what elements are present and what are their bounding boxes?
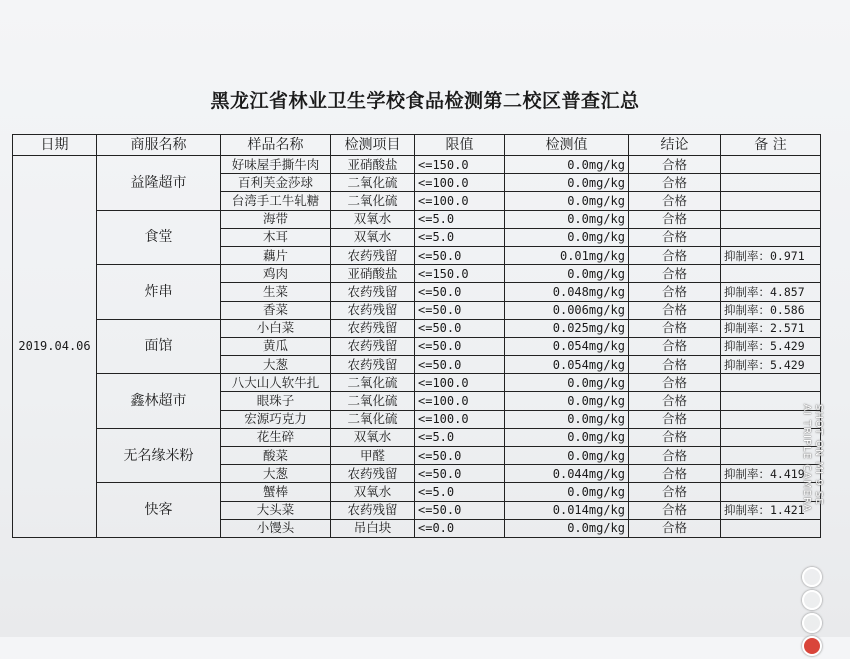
watermark-line-2: AI TRIPLE CAMERA <box>801 404 812 513</box>
limit-cell: <=5.0 <box>415 210 505 228</box>
header-result: 结论 <box>629 135 721 156</box>
test-item-cell: 二氧化硫 <box>331 174 415 192</box>
test-value-cell: 0.0mg/kg <box>505 483 629 501</box>
test-value-cell: 0.054mg/kg <box>505 337 629 355</box>
test-item-cell: 农药残留 <box>331 337 415 355</box>
note-cell: 抑制率：5.429 <box>721 337 821 355</box>
test-item-cell: 双氧水 <box>331 483 415 501</box>
test-item-cell: 吊白块 <box>331 519 415 537</box>
result-cell: 合格 <box>629 228 721 246</box>
test-value-cell: 0.0mg/kg <box>505 174 629 192</box>
limit-cell: <=100.0 <box>415 374 505 392</box>
note-cell <box>721 228 821 246</box>
test-value-cell: 0.0mg/kg <box>505 410 629 428</box>
note-cell <box>721 265 821 283</box>
note-cell <box>721 210 821 228</box>
result-cell: 合格 <box>629 283 721 301</box>
limit-cell: <=50.0 <box>415 447 505 465</box>
camera-dot-icon <box>802 567 822 587</box>
result-cell: 合格 <box>629 483 721 501</box>
header-sample: 样品名称 <box>221 135 331 156</box>
test-value-cell: 0.0mg/kg <box>505 228 629 246</box>
test-value-cell: 0.048mg/kg <box>505 283 629 301</box>
result-cell: 合格 <box>629 356 721 374</box>
limit-cell: <=50.0 <box>415 283 505 301</box>
camera-watermark <box>786 404 846 624</box>
note-cell: 抑制率：2.571 <box>721 319 821 337</box>
note-cell: 抑制率：0.971 <box>721 246 821 264</box>
test-item-cell: 双氧水 <box>331 228 415 246</box>
limit-cell: <=5.0 <box>415 428 505 446</box>
result-cell: 合格 <box>629 156 721 174</box>
sample-name-cell: 宏源巧克力 <box>221 410 331 428</box>
shop-name-cell: 食堂 <box>97 210 221 265</box>
test-item-cell: 亚硝酸盐 <box>331 265 415 283</box>
header-limit: 限值 <box>415 135 505 156</box>
sample-name-cell: 酸菜 <box>221 447 331 465</box>
watermark-line-1: SHOT ON MI 9 SE <box>813 404 824 506</box>
limit-cell: <=50.0 <box>415 337 505 355</box>
test-item-cell: 农药残留 <box>331 283 415 301</box>
sample-name-cell: 海带 <box>221 210 331 228</box>
result-cell: 合格 <box>629 428 721 446</box>
test-value-cell: 0.0mg/kg <box>505 210 629 228</box>
limit-cell: <=50.0 <box>415 301 505 319</box>
result-cell: 合格 <box>629 392 721 410</box>
sample-name-cell: 台湾手工牛轧糖 <box>221 192 331 210</box>
test-item-cell: 农药残留 <box>331 465 415 483</box>
result-cell: 合格 <box>629 447 721 465</box>
note-cell: 抑制率：4.857 <box>721 283 821 301</box>
test-item-cell: 农药残留 <box>331 246 415 264</box>
document-title: 黑龙江省林业卫生学校食品检测第二校区普查汇总 <box>210 90 640 112</box>
sample-name-cell: 黄瓜 <box>221 337 331 355</box>
inspection-table <box>12 134 821 538</box>
table-row <box>13 319 821 337</box>
shop-name-cell: 益隆超市 <box>97 156 221 211</box>
sample-name-cell: 百利芙金莎球 <box>221 174 331 192</box>
sample-name-cell: 眼珠子 <box>221 392 331 410</box>
header-note: 备 注 <box>721 135 821 156</box>
watermark-text <box>800 404 824 512</box>
test-item-cell: 二氧化硫 <box>331 192 415 210</box>
note-cell: 抑制率：0.586 <box>721 301 821 319</box>
shop-name-cell: 鑫林超市 <box>97 374 221 429</box>
table-row <box>13 483 821 501</box>
note-cell <box>721 174 821 192</box>
result-cell: 合格 <box>629 246 721 264</box>
result-cell: 合格 <box>629 519 721 537</box>
table-row <box>13 374 821 392</box>
test-item-cell: 二氧化硫 <box>331 410 415 428</box>
shop-name-cell: 快客 <box>97 483 221 538</box>
limit-cell: <=100.0 <box>415 392 505 410</box>
limit-cell: <=5.0 <box>415 483 505 501</box>
result-cell: 合格 <box>629 501 721 519</box>
test-item-cell: 农药残留 <box>331 319 415 337</box>
sample-name-cell: 好味屋手撕牛肉 <box>221 156 331 174</box>
result-cell: 合格 <box>629 319 721 337</box>
header-value: 检测值 <box>505 135 629 156</box>
header-date: 日期 <box>13 135 97 156</box>
note-cell <box>721 192 821 210</box>
camera-dot-icon <box>802 590 822 610</box>
limit-cell: <=50.0 <box>415 501 505 519</box>
result-cell: 合格 <box>629 192 721 210</box>
result-cell: 合格 <box>629 410 721 428</box>
result-cell: 合格 <box>629 174 721 192</box>
result-cell: 合格 <box>629 265 721 283</box>
table-row <box>13 265 821 283</box>
date-cell: 2019.04.06 <box>13 156 97 538</box>
test-item-cell: 二氧化硫 <box>331 392 415 410</box>
test-value-cell: 0.01mg/kg <box>505 246 629 264</box>
test-item-cell: 双氧水 <box>331 428 415 446</box>
note-cell: 抑制率：4.419 <box>721 465 821 483</box>
test-value-cell: 0.0mg/kg <box>505 428 629 446</box>
sample-name-cell: 大葱 <box>221 356 331 374</box>
test-value-cell: 0.014mg/kg <box>505 501 629 519</box>
limit-cell: <=100.0 <box>415 410 505 428</box>
sample-name-cell: 鸡肉 <box>221 265 331 283</box>
sample-name-cell: 大葱 <box>221 465 331 483</box>
test-item-cell: 农药残留 <box>331 356 415 374</box>
shop-name-cell: 无名缘米粉 <box>97 428 221 483</box>
test-value-cell: 0.044mg/kg <box>505 465 629 483</box>
watermark-dots <box>798 564 826 659</box>
sample-name-cell: 藕片 <box>221 246 331 264</box>
test-item-cell: 甲醛 <box>331 447 415 465</box>
limit-cell: <=0.0 <box>415 519 505 537</box>
limit-cell: <=100.0 <box>415 192 505 210</box>
limit-cell: <=50.0 <box>415 246 505 264</box>
test-item-cell: 农药残留 <box>331 501 415 519</box>
test-value-cell: 0.006mg/kg <box>505 301 629 319</box>
test-item-cell: 二氧化硫 <box>331 374 415 392</box>
test-value-cell: 0.0mg/kg <box>505 374 629 392</box>
test-value-cell: 0.0mg/kg <box>505 519 629 537</box>
note-cell <box>721 374 821 392</box>
limit-cell: <=100.0 <box>415 174 505 192</box>
result-cell: 合格 <box>629 301 721 319</box>
table-row <box>13 428 821 446</box>
note-cell: 抑制率：5.429 <box>721 356 821 374</box>
sample-name-cell: 花生碎 <box>221 428 331 446</box>
result-cell: 合格 <box>629 210 721 228</box>
header-item: 检测项目 <box>331 135 415 156</box>
sample-name-cell: 香菜 <box>221 301 331 319</box>
note-cell <box>721 156 821 174</box>
flash-dot-icon <box>802 636 822 656</box>
test-value-cell: 0.054mg/kg <box>505 356 629 374</box>
note-cell: 抑制率：1.421 <box>721 501 821 519</box>
shop-name-cell: 面馆 <box>97 319 221 374</box>
test-value-cell: 0.0mg/kg <box>505 447 629 465</box>
limit-cell: <=50.0 <box>415 319 505 337</box>
test-value-cell: 0.025mg/kg <box>505 319 629 337</box>
test-item-cell: 亚硝酸盐 <box>331 156 415 174</box>
table-row <box>13 210 821 228</box>
sample-name-cell: 小白菜 <box>221 319 331 337</box>
result-cell: 合格 <box>629 465 721 483</box>
sample-name-cell: 八大山人软牛扎 <box>221 374 331 392</box>
limit-cell: <=50.0 <box>415 356 505 374</box>
sample-name-cell: 蟹棒 <box>221 483 331 501</box>
limit-cell: <=150.0 <box>415 156 505 174</box>
sample-name-cell: 大头菜 <box>221 501 331 519</box>
result-cell: 合格 <box>629 374 721 392</box>
test-item-cell: 双氧水 <box>331 210 415 228</box>
header-shop: 商服名称 <box>97 135 221 156</box>
limit-cell: <=50.0 <box>415 465 505 483</box>
table-body <box>13 156 821 538</box>
test-value-cell: 0.0mg/kg <box>505 192 629 210</box>
table-header-row <box>13 135 821 156</box>
shop-name-cell: 炸串 <box>97 265 221 320</box>
sample-name-cell: 生菜 <box>221 283 331 301</box>
test-item-cell: 农药残留 <box>331 301 415 319</box>
limit-cell: <=150.0 <box>415 265 505 283</box>
table-row <box>13 156 821 174</box>
test-value-cell: 0.0mg/kg <box>505 265 629 283</box>
test-value-cell: 0.0mg/kg <box>505 392 629 410</box>
camera-dot-icon <box>802 613 822 633</box>
result-cell: 合格 <box>629 337 721 355</box>
test-value-cell: 0.0mg/kg <box>505 156 629 174</box>
limit-cell: <=5.0 <box>415 228 505 246</box>
sample-name-cell: 小馒头 <box>221 519 331 537</box>
sample-name-cell: 木耳 <box>221 228 331 246</box>
